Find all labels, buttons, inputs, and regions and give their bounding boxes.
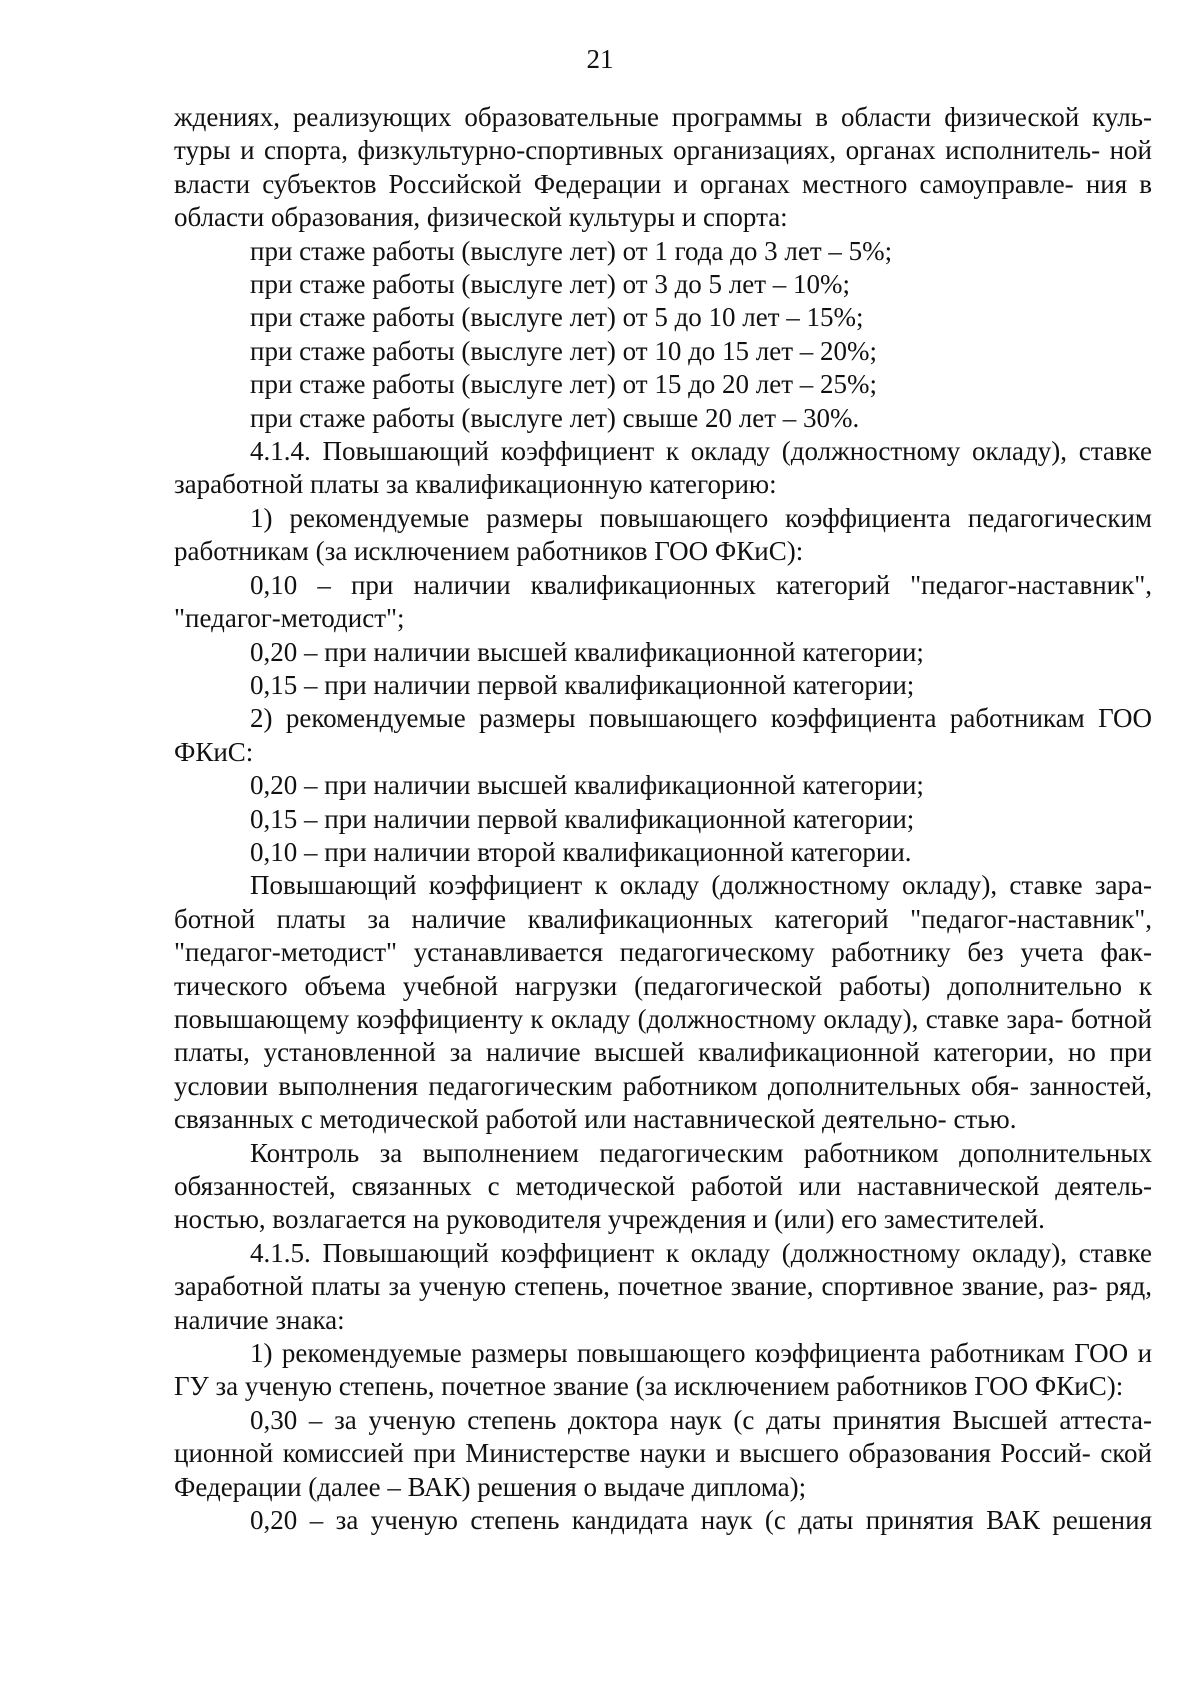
paragraph [174,235,1152,268]
text-line: ной власти субъектов Российской Федерации и органах местного самоуправле- [174,135,1153,199]
paragraph [174,769,1152,802]
text-line: Повышающий коэффициент к окладу (должностному окладу), ставке зара- [250,870,1152,901]
text-line: 0,20 – при наличии высшей квалификационной категории; [250,636,924,667]
text-line: ния в области образования, физической культуры и спорта: [174,168,1152,233]
text-line: 0,30 – за ученую степень доктора наук (с даты принятия Высшей аттеста- [250,1404,1152,1435]
page-number: 21 [586,44,614,74]
body-text [174,101,1152,1537]
text-line: при стаже работы (выслуге лет) от 5 до 10 лет – 15%; [250,302,864,333]
text-line: 0,15 – при наличии первой квалификационной категории; [250,669,915,700]
text-line: 4.1.5. Повышающий коэффициент к окладу (должностному окладу), ставке [250,1237,1152,1268]
text-line: обязанностей, связанных с методической работой или наставнической деятель- [174,1171,1152,1201]
text-line: туры и спорта, физкультурно-спортивных организациях, органах исполнитель- [174,135,1101,166]
text-line: но при условии выполнения педагогическим работником дополнительных обя- [174,1037,1153,1101]
paragraph [174,1504,1152,1537]
paragraph [174,502,1152,569]
paragraph [174,268,1152,301]
text-line: работникам (за исключением работников ГОО ФКиС): [174,536,804,567]
text-line: ждениях, реализующих образовательные программы в области физической куль- [174,102,1152,132]
text-line: ской Федерации (далее – ВАК) решения о выдаче диплома); [174,1438,1152,1502]
paragraph [174,301,1152,334]
paragraph [174,435,1152,502]
paragraph [174,636,1152,669]
text-line: "педагог-методист" устанавливается педагогическому работнику без учета фак- [174,937,1152,968]
text-line: ряд, наличие знака: [174,1271,1152,1335]
text-line: тического объема учебной нагрузки (педагогической работы) дополнительно [174,970,1122,1001]
text-line: при стаже работы (выслуге лет) свыше 20 лет – 30%. [250,402,860,433]
paragraph [174,1137,1152,1237]
text-line: "педагог-методист"; [174,603,405,634]
paragraph [174,402,1152,435]
text-line: 1) рекомендуемые размеры повышающего коэффициента педагогическим [250,502,1152,533]
text-line: при стаже работы (выслуге лет) от 15 до 20 лет – 25%; [250,369,878,400]
paragraph [174,335,1152,368]
paragraph [174,869,1152,1136]
text-line: 0,10 – при наличии второй квалификационной категории. [250,836,912,867]
text-line: при стаже работы (выслуге лет) от 1 года до 3 лет – 5%; [250,235,893,266]
text-line: 1) рекомендуемые размеры повышающего коэффициента работникам ГОО [250,1338,1129,1369]
text-line: ФКиС): [1034,1371,1124,1402]
paragraph [174,702,1152,769]
text-line: ностью, возлагается на руководителя учреждения и (или) его заместителей. [174,1204,1045,1235]
text-line: 0,20 – за ученую степень кандидата наук (с даты принятия ВАК решения [250,1505,1152,1536]
text-line: ционной комиссией при Министерстве науки и высшего образования Россий- [174,1438,1091,1469]
text-line: к повышающему коэффициенту к окладу (должностному окладу), ставке зара- [174,970,1152,1034]
text-line: при стаже работы (выслуге лет) от 10 до 15 лет – 20%; [250,335,878,366]
paragraph [174,1404,1152,1504]
text-line: 4.1.4. Повышающий коэффициент к окладу (должностному окладу), ставке [250,436,1152,467]
text-line: Контроль за выполнением педагогическим работником дополнительных [250,1137,1152,1168]
text-line: заработной платы за квалификационную категорию: [174,469,777,500]
paragraph [174,1337,1152,1404]
paragraph [174,368,1152,401]
text-line: ГОО ФКиС: [174,703,1152,767]
paragraph [174,836,1152,869]
text-line: ботной платы, установленной за наличие высшей квалификационной категории, [174,1003,1153,1068]
paragraph [174,803,1152,836]
paragraph [174,669,1152,702]
paragraph [174,1237,1152,1337]
text-line: заработной платы за ученую степень, почетное звание, спортивное звание, раз- [174,1271,1098,1302]
text-line: 0,15 – при наличии первой квалификационной категории; [250,803,915,834]
text-line: ботной платы за наличие квалификационных категорий "педагог-наставник", [174,903,1152,934]
text-line: и ГУ за ученую степень, почетное звание (за исключением работников ГОО [174,1338,1153,1402]
text-line: 0,10 – при наличии квалификационных категорий "педагог-наставник", [250,569,1152,600]
text-line: занностей, связанных с методической работой или наставнической деятельно- [174,1070,1152,1135]
paragraph [174,569,1152,636]
text-line: при стаже работы (выслуге лет) от 3 до 5 лет – 10%; [250,269,851,300]
text-line: 2) рекомендуемые размеры повышающего коэффициента работникам [250,703,1085,734]
paragraph [174,101,1152,235]
text-line: 0,20 – при наличии высшей квалификационной категории; [250,770,924,801]
text-line: стью. [953,1104,1017,1135]
